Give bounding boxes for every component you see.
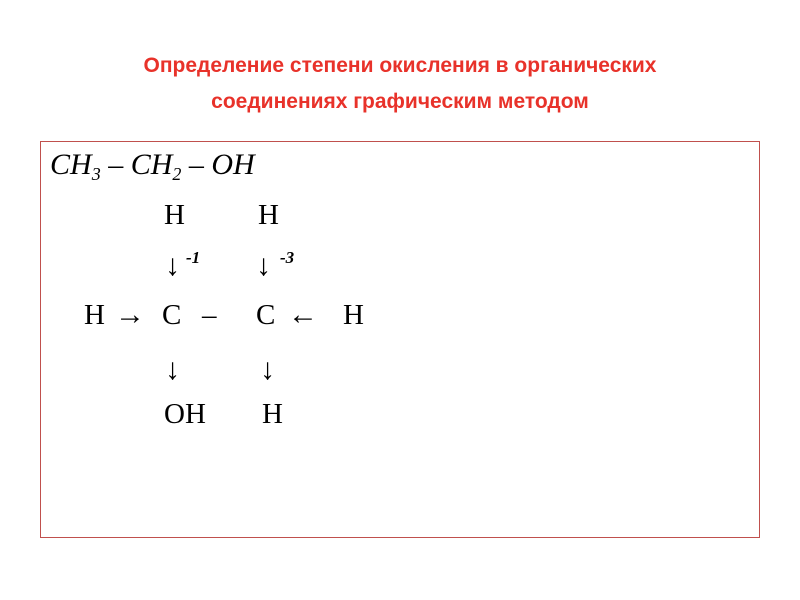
oxidation-state-left: -1 xyxy=(186,248,201,267)
arrow-down-top-left: ↓ xyxy=(165,249,180,282)
hydrogen-right: H xyxy=(343,299,364,331)
carbon-left: C xyxy=(162,299,182,331)
formula-part-3: – OH xyxy=(181,148,255,181)
title-line-1: Определение степени окисления в органических xyxy=(143,54,657,77)
top-hydrogen-left: H xyxy=(164,199,185,231)
arrow-down-bottom-right: ↓ xyxy=(260,353,275,386)
arrow-right: → xyxy=(115,298,145,331)
formula-subscript-1: 3 xyxy=(91,164,101,184)
oxidation-state-right: -3 xyxy=(280,248,295,267)
carbon-right: C xyxy=(256,299,276,331)
formula-part-1: CH xyxy=(50,148,92,181)
content-box xyxy=(40,141,760,538)
formula-subscript-2: 2 xyxy=(172,164,182,184)
arrow-left: ← xyxy=(288,298,318,331)
hydroxyl-group: OH xyxy=(164,398,206,430)
arrow-down-bottom-left: ↓ xyxy=(165,353,180,386)
ethanol-formula xyxy=(50,148,255,185)
formula-part-2: – CH xyxy=(100,148,173,181)
title-line-2: соединениях графическим методом xyxy=(211,90,589,113)
slide-title xyxy=(0,48,800,120)
top-hydrogen-right: H xyxy=(258,199,279,231)
arrow-down-top-right: ↓ xyxy=(256,249,271,282)
bottom-hydrogen: H xyxy=(262,398,283,430)
carbon-bond: – xyxy=(202,299,217,331)
hydrogen-left: H xyxy=(84,299,105,331)
